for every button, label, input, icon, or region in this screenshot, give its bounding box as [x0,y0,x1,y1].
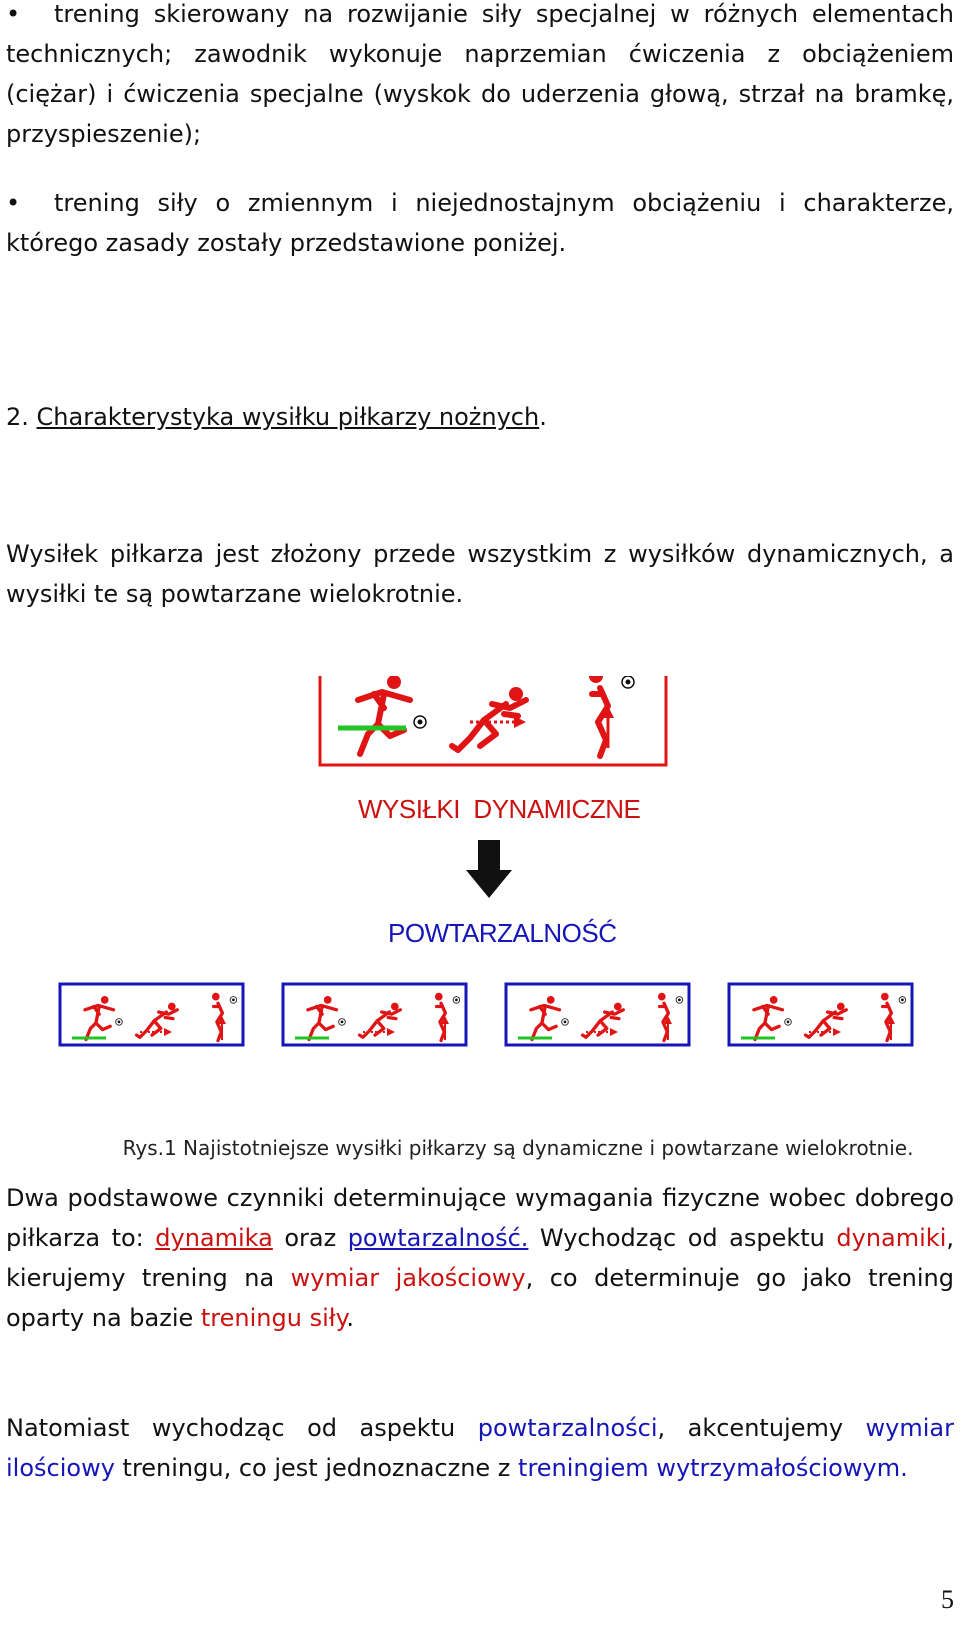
text: treningu, co jest jednoznaczne z [114,1454,519,1482]
figure [0,676,960,1146]
bullet-item-1 [6,0,954,154]
term-jakosciowy: jakościowy [395,1264,526,1292]
term-powtarzalnosci: powtarzalności [477,1414,658,1442]
text: , kierujemy trening na [6,1224,954,1292]
dynamic-efforts-box [320,676,666,765]
text: , akcentujemy [657,1414,866,1442]
text: Wychodząc od aspektu [528,1224,837,1252]
repetition-boxes [60,984,912,1045]
term-treningu-sily: treningu siły [200,1304,347,1332]
bullet-icon: • [6,189,21,217]
repetition-box-2 [283,984,466,1045]
repetition-box-1 [60,984,243,1045]
bullet-icon: • [6,0,21,28]
label-repetition: POWTARZALNOŚĆ [388,918,617,948]
page-number: 5 [941,1585,954,1614]
term-dynamiki: dynamiki [836,1224,947,1252]
intro-paragraph: Wysiłek piłkarza jest złożony przede wszystkim z wysiłków dynamicznych, a wysiłki te są powtarzane wielokrotnie. [6,540,954,608]
figure-caption: Rys.1 Najistotniejsze wysiłki piłkarzy są dynamiczne i powtarzane wielokrotnie. [122,1136,914,1160]
section-heading [6,397,547,437]
term-trening-wytrzymalosciowy: treningiem wytrzymałościowym [518,1454,901,1482]
figure-graphic [0,676,960,1146]
repetition-box-3 [506,984,689,1045]
section-title: Charakterystyka wysiłku piłkarzy nożnych [36,403,540,431]
repetition-box-4 [729,984,912,1045]
term-dynamika: dynamika [155,1224,273,1252]
section-end: . [539,403,547,431]
text: Natomiast wychodząc od aspektu [6,1414,478,1442]
section-number: 2. [6,403,29,431]
text: . [900,1454,908,1482]
paragraph-quantity [6,1408,954,1488]
arrow-down-icon [466,840,512,898]
text: , co determinuje go jako trening oparty na bazie [6,1264,954,1332]
term-powtarzalnosc: powtarzalność. [347,1224,529,1252]
text: . [346,1304,354,1332]
paragraph-factors [6,1178,954,1338]
bullet-item-2 [6,183,954,263]
text: oraz [272,1224,348,1252]
bullet-text-1: trening skierowany na rozwijanie siły specjalnej w różnych elementach technicznych; zawodnik wykonuje naprzemian ćwiczenia z obciążeniem (ciężar) i ćwiczenia specjalne (wyskok do uderzenia głową, strzał na bramkę, przyspieszenie); [6,0,954,148]
term-wymiar: wymiar [290,1264,380,1292]
label-dynamic-efforts: WYSIŁKI DYNAMICZNE [358,794,641,824]
text [379,1264,396,1292]
bullet-text-2: trening siły o zmiennym i niejednostajnym obciążeniu i charakterze, którego zasady zostały przedstawione poniżej. [6,189,954,257]
term-wymiar-ilosciowy: wymiar ilościowy [6,1414,954,1482]
text: Dwa podstawowe czynniki determinujące wymagania fizyczne wobec dobrego piłkarza to: [6,1184,954,1252]
